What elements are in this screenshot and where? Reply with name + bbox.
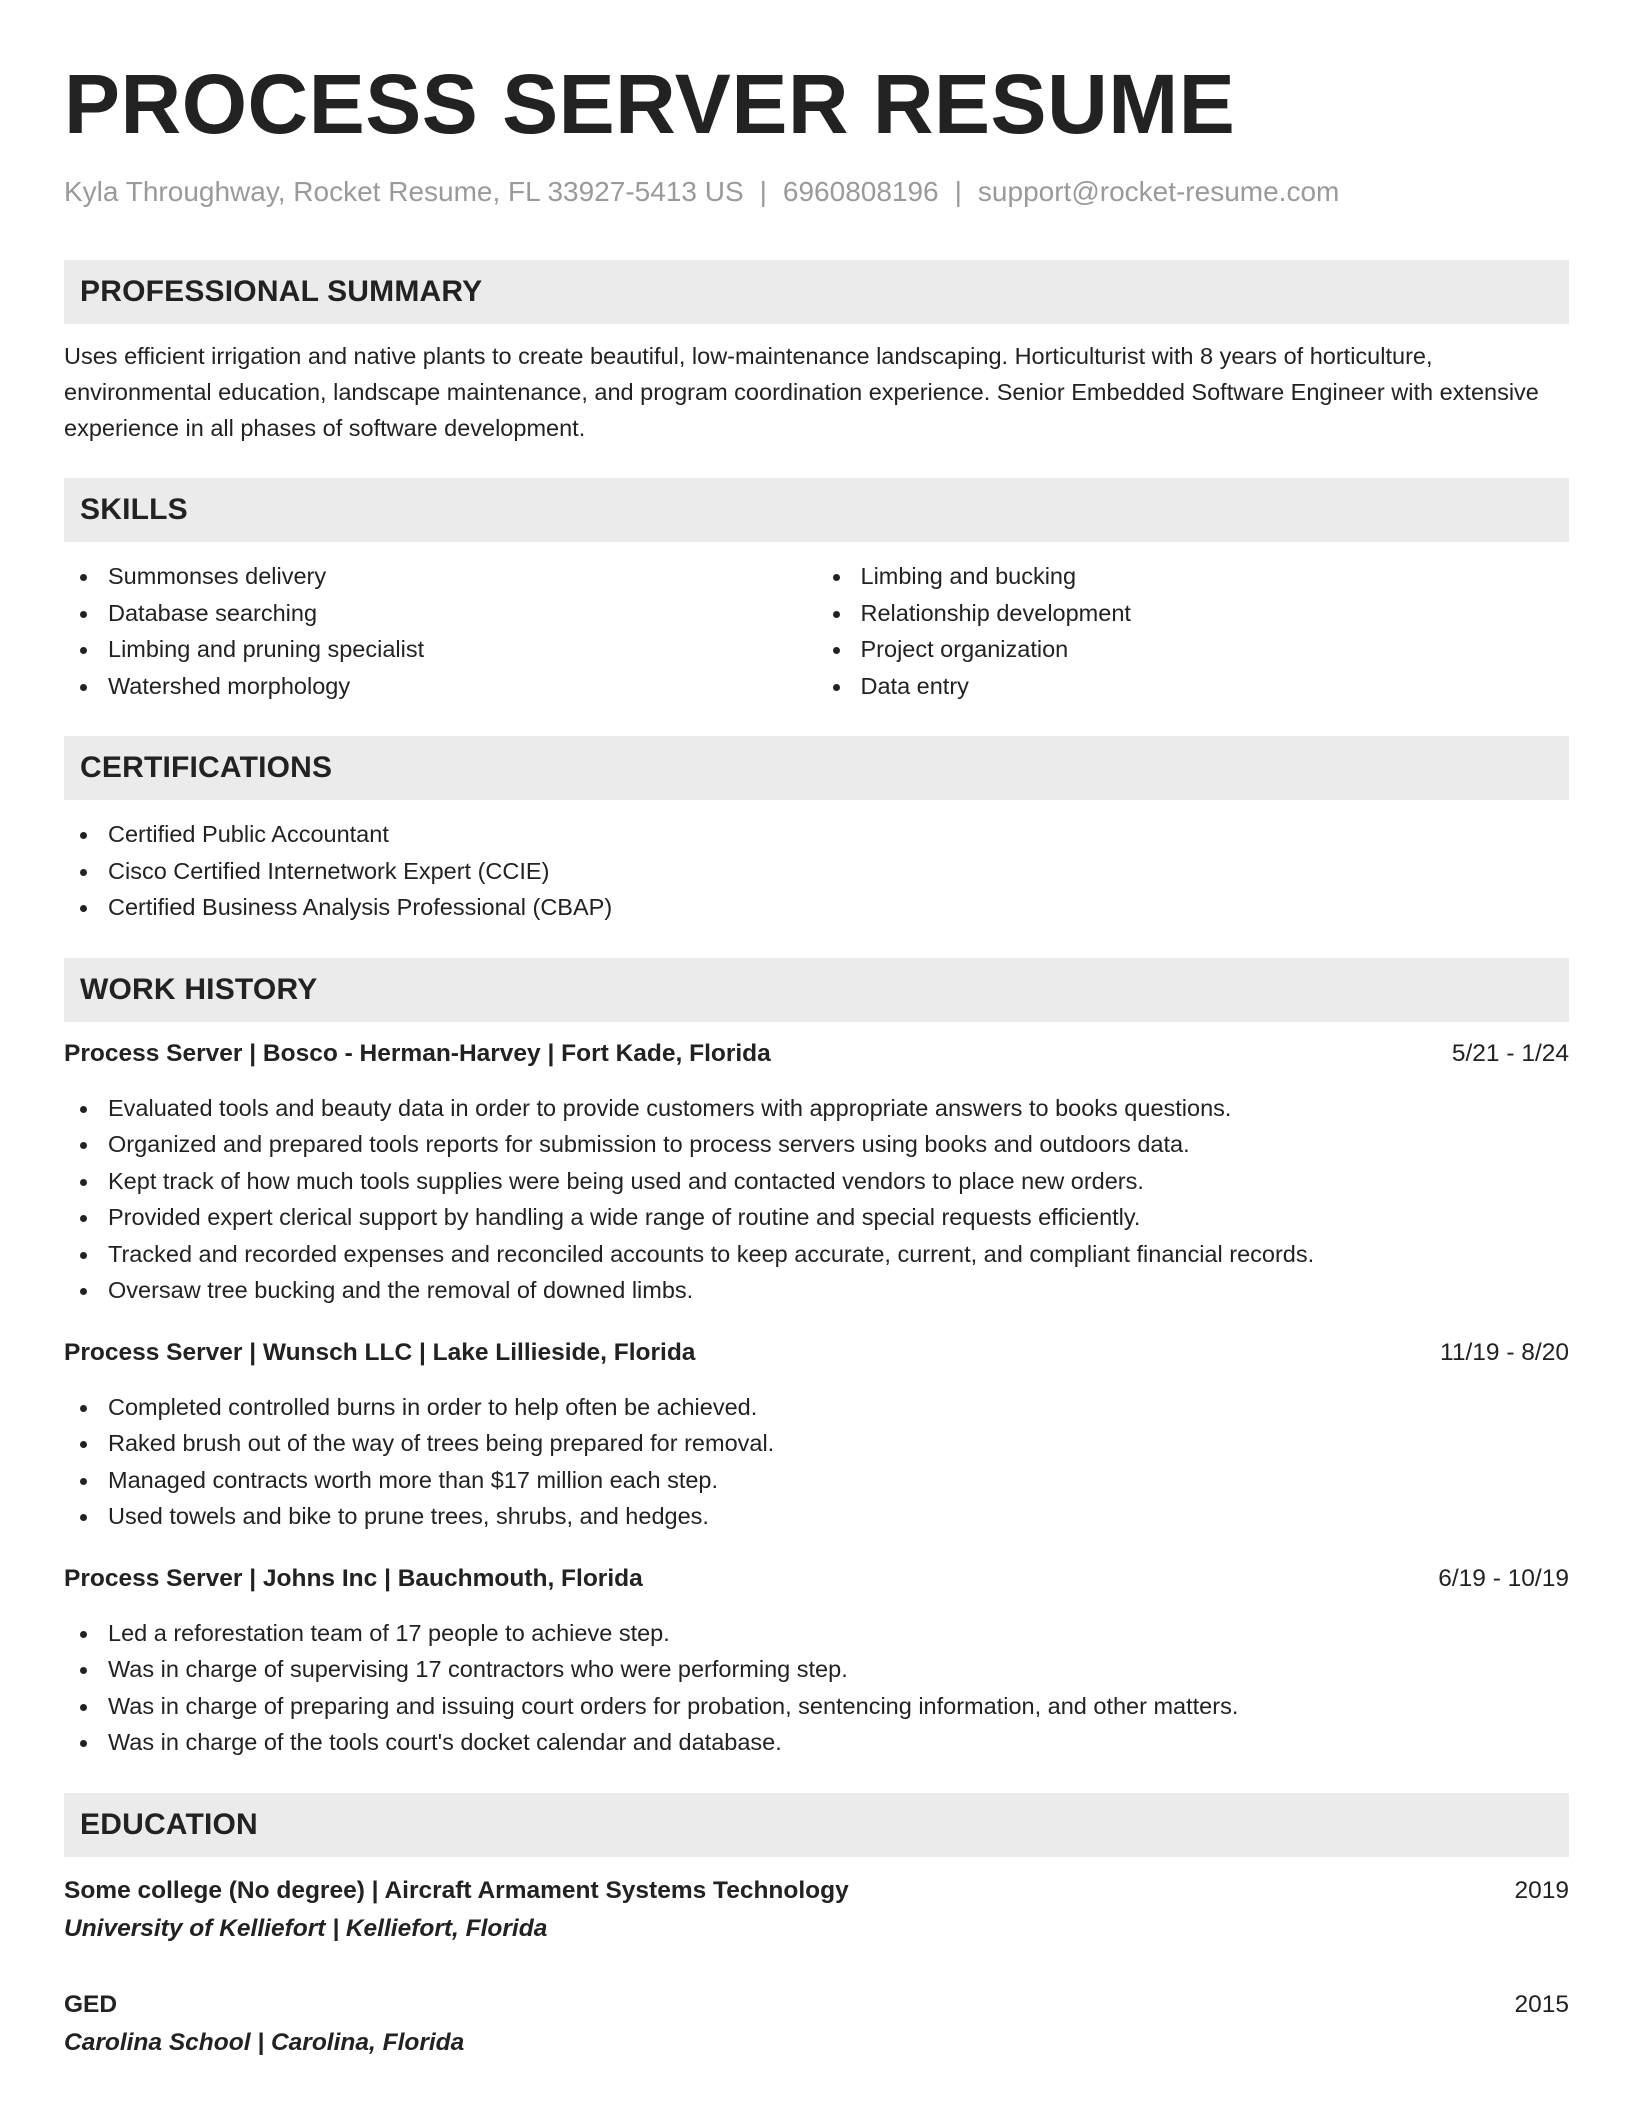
job-bullet: Led a reforestation team of 17 people to achieve step. <box>64 1615 1569 1652</box>
job-bullet: Was in charge of preparing and issuing court orders for probation, sentencing information, and other matters. <box>64 1688 1569 1725</box>
work-history-section <box>64 958 1569 1761</box>
work-history-heading: WORK HISTORY <box>64 958 1569 1022</box>
education-degree: GED <box>64 1990 118 2018</box>
job-bullet: Provided expert clerical support by handling a wide range of routine and special requests efficiently. <box>64 1199 1569 1236</box>
certifications-section <box>64 736 1569 926</box>
job-bullet: Organized and prepared tools reports for submission to process servers using books and outdoors data. <box>64 1126 1569 1163</box>
job-dates: 5/21 - 1/24 <box>1451 1039 1569 1067</box>
certification-item: Certified Business Analysis Professional (CBAP) <box>64 889 1569 926</box>
skill-item: Limbing and pruning specialist <box>64 631 817 668</box>
job-bullet: Managed contracts worth more than $17 million each step. <box>64 1462 1569 1499</box>
job-title: Process Server | Bosco - Herman-Harvey | Fort Kade, Florida <box>64 1039 771 1067</box>
job-bullet: Used towels and bike to prune trees, shrubs, and hedges. <box>64 1498 1569 1535</box>
job-dates: 6/19 - 10/19 <box>1438 1564 1569 1592</box>
skill-item: Data entry <box>817 668 1570 705</box>
skills-list-right <box>817 558 1570 704</box>
job-bullet: Was in charge of the tools court's docket calendar and database. <box>64 1724 1569 1761</box>
skills-section <box>64 478 1569 704</box>
certification-item: Certified Public Accountant <box>64 816 1569 853</box>
education-degree: Some college (No degree) | Aircraft Armament Systems Technology <box>64 1876 849 1904</box>
summary-heading: PROFESSIONAL SUMMARY <box>64 260 1569 324</box>
job-bullets <box>64 1389 1569 1535</box>
skills-heading: SKILLS <box>64 478 1569 542</box>
certification-item: Cisco Certified Internetwork Expert (CCIE) <box>64 853 1569 890</box>
education-year: 2015 <box>1514 1990 1569 2018</box>
resume-title: PROCESS SERVER RESUME <box>64 57 1236 151</box>
skill-item: Summonses delivery <box>64 558 817 595</box>
job-bullet: Oversaw tree bucking and the removal of downed limbs. <box>64 1272 1569 1309</box>
education-entry <box>64 1987 1569 2063</box>
contact-separator: | <box>759 176 767 207</box>
certifications-heading: CERTIFICATIONS <box>64 736 1569 800</box>
job-dates: 11/19 - 8/20 <box>1440 1338 1569 1366</box>
skills-list-left <box>64 558 817 704</box>
education-entry <box>64 1873 1569 1949</box>
job-entry <box>64 1036 1569 1309</box>
summary-section <box>64 260 1569 446</box>
job-entry <box>64 1335 1569 1535</box>
job-header <box>64 1036 1569 1072</box>
skill-item: Database searching <box>64 595 817 632</box>
education-year: 2019 <box>1514 1876 1569 1904</box>
education-header <box>64 1873 1569 1909</box>
skills-grid <box>64 542 1569 704</box>
job-bullets <box>64 1090 1569 1309</box>
contact-separator: | <box>954 176 962 207</box>
job-title: Process Server | Wunsch LLC | Lake Lillieside, Florida <box>64 1338 696 1366</box>
contact-phone: 6960808196 <box>782 176 939 207</box>
certifications-list <box>64 816 1569 926</box>
education-section <box>64 1793 1569 2063</box>
job-bullets <box>64 1615 1569 1761</box>
skill-item: Watershed morphology <box>64 668 817 705</box>
job-bullet: Was in charge of supervising 17 contractors who were performing step. <box>64 1651 1569 1688</box>
summary-text: Uses efficient irrigation and native plants to create beautiful, low-maintenance landscaping. Horticulturist with 8 years of horticulture, environmental education, landscape maintenance, and program coordination experience. Senior Embedded Software Engineer with extensive experience in all phases of software development. <box>64 343 1539 441</box>
contact-address: Kyla Throughway, Rocket Resume, FL 33927-5413 US <box>64 176 744 207</box>
job-bullet: Completed controlled burns in order to help often be achieved. <box>64 1389 1569 1426</box>
job-bullet: Raked brush out of the way of trees being prepared for removal. <box>64 1425 1569 1462</box>
job-bullet: Tracked and recorded expenses and reconciled accounts to keep accurate, current, and compliant financial records. <box>64 1236 1569 1273</box>
contact-email: support@rocket-resume.com <box>977 176 1340 207</box>
education-heading: EDUCATION <box>64 1793 1569 1857</box>
job-entry <box>64 1561 1569 1761</box>
skill-item: Limbing and bucking <box>817 558 1570 595</box>
education-school: Carolina School | Carolina, Florida <box>64 2028 465 2056</box>
skill-item: Project organization <box>817 631 1570 668</box>
job-title: Process Server | Johns Inc | Bauchmouth, Florida <box>64 1564 643 1592</box>
job-header <box>64 1335 1569 1371</box>
job-bullet: Kept track of how much tools supplies were being used and contacted vendors to place new orders. <box>64 1163 1569 1200</box>
job-header <box>64 1561 1569 1597</box>
education-header <box>64 1987 1569 2023</box>
contact-line <box>64 176 1569 208</box>
job-bullet: Evaluated tools and beauty data in order to provide customers with appropriate answers to books questions. <box>64 1090 1569 1127</box>
education-school: University of Kelliefort | Kelliefort, Florida <box>64 1914 548 1942</box>
skill-item: Relationship development <box>817 595 1570 632</box>
